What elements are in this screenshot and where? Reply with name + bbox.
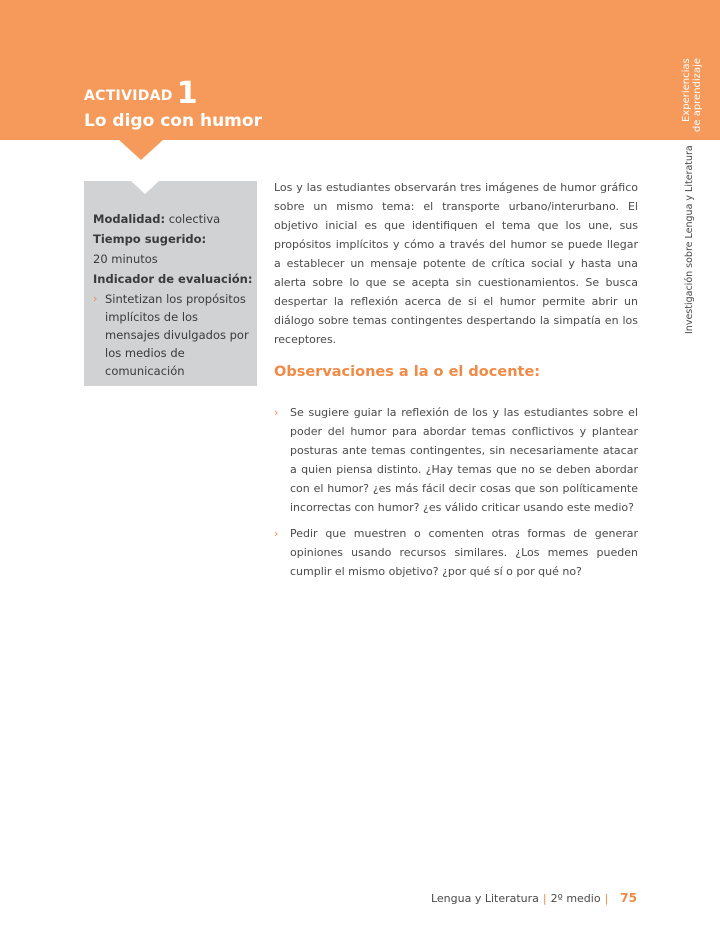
indicador-list <box>93 290 253 380</box>
bullet-icon: › <box>274 406 279 419</box>
observation-item: › Se sugiere guiar la reflexión de los y las estudiantes sobre el poder del humor para abordar temas conflictivos y plantear posturas ante temas contingentes, sin necesariamente atacar a quien piensa distinto. ¿Hay temas que no se deben abordar con el humor? ¿es más fácil decir cosas que son políticamente incorrectas con humor? ¿es válido criticar usando este medio? <box>274 403 638 517</box>
observation-item: › Pedir que muestren o comenten otras formas de generar opiniones usando recursos similares. ¿Los memes pueden cumplir el mismo objetivo? ¿por qué sí o por qué no? <box>274 524 638 581</box>
footer-subject: Lengua y Literatura <box>430 892 539 905</box>
indicador-label: Indicador de evaluación: <box>93 272 253 286</box>
tiempo-label: Tiempo sugerido: <box>93 232 207 246</box>
tiempo-value: 20 minutos <box>93 252 158 266</box>
header-notch <box>118 139 164 160</box>
observations-list <box>274 403 638 588</box>
indicador-item: › Sintetizan los propósitos implícitos de los mensajes divulgados por los medios de comunicación <box>93 292 249 378</box>
modalidad-value: colectiva <box>165 212 221 226</box>
modalidad-label: Modalidad: <box>93 212 166 226</box>
info-box-notch <box>131 181 159 194</box>
section-line-2: de aprendizaje <box>692 58 703 132</box>
bullet-icon: › <box>93 292 98 305</box>
footer-separator: | <box>542 892 547 905</box>
activity-label <box>84 76 198 111</box>
activity-number: 1 <box>176 76 198 111</box>
footer-separator: | <box>604 892 609 905</box>
bullet-icon: › <box>274 527 279 540</box>
activity-title: Lo digo con humor <box>84 111 262 131</box>
observations-title: Observaciones a la o el docente: <box>274 364 541 380</box>
unit-side-label: Investigación sobre Lengua y Literatura <box>684 145 695 334</box>
section-line-1: Experiencias <box>681 58 692 122</box>
footer-grade: 2º medio <box>550 892 601 905</box>
section-side-label <box>681 58 703 132</box>
page-footer <box>431 891 637 905</box>
page-number: 75 <box>620 891 637 905</box>
intro-paragraph: Los y las estudiantes observarán tres imágenes de humor gráfico sobre un mismo tema: el transporte urbano/interurbano. El objetivo inicial es que identifiquen el tema que los une, sus propósitos implícitos y cómo a través del humor se puede llegar a establecer un mensaje potente de crítica social y hasta una alerta sobre lo que se acepta sin cuestionamientos. Se busca despertar la reflexión acerca de si el humor permite abrir un diálogo sobre temas contingentes despertando la simpatía en los receptores. <box>274 181 638 346</box>
activity-label-text: ACTIVIDAD <box>84 88 173 104</box>
modalidad-line <box>93 209 253 229</box>
info-box-content <box>93 209 253 380</box>
